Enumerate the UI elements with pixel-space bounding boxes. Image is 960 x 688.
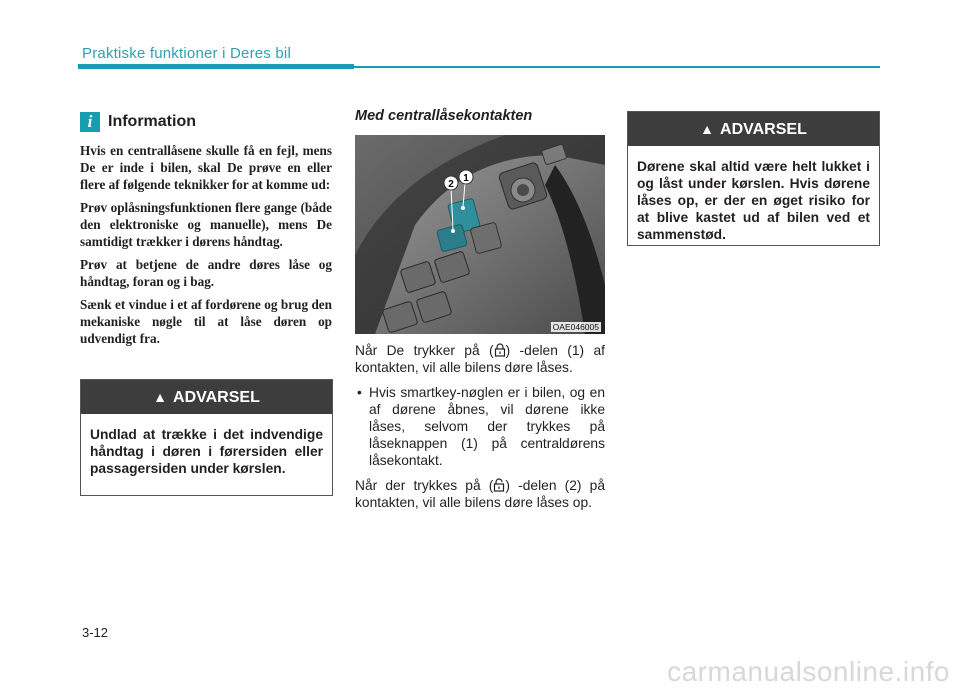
warning-text: Undlad at trække i det indvendige håndtag i døren i førersiden eller passagersiden under kørslen. xyxy=(90,427,323,476)
unlock-paragraph-end: ) -delen (2) på kontakten, vil alle bilens døre låses op. xyxy=(355,478,606,510)
warning-triangle-icon: ▲ xyxy=(700,121,715,137)
unlock-paragraph xyxy=(355,477,605,511)
subsection-title: Med centrallåsekontakten xyxy=(355,108,533,124)
warning-text: Dørene skal altid være helt lukket i og låst under kørslen. Hvis dørene låses op, er der en øget risiko for at blive kastet ud af bilen ved et sammenstød. xyxy=(637,159,870,242)
header-rule xyxy=(354,66,880,68)
callout-2: 2 xyxy=(448,179,454,190)
header-accent-bar xyxy=(78,64,354,69)
central-lock-column xyxy=(355,108,605,511)
photo-code: OAE046005 xyxy=(552,322,599,332)
door-switch-photo xyxy=(355,135,605,334)
lock-icon xyxy=(494,343,506,357)
warning-header xyxy=(628,112,879,146)
info-paragraph: Prøv at betjene de andre døres låse og håndtag, foran og i bag. xyxy=(80,257,332,289)
smartkey-note: • Hvis smartkey-nøglen er i bilen, og en af dørene åbnes, vil dørene ikke låses, selvom der trykkes på låseknappen (1) på centraldørens låsekontakt. xyxy=(355,384,605,469)
watermark: carmanualsonline.info xyxy=(667,656,950,687)
warning-triangle-icon: ▲ xyxy=(153,389,168,405)
unlock-icon xyxy=(493,478,505,492)
warning-box-right xyxy=(627,111,880,246)
info-paragraph: Prøv oplåsningsfunktionen flere gange (både den elektroniske og manuelle), mens De samtidigt trækker i dørens håndtag. xyxy=(80,200,332,249)
warning-title: ADVARSEL xyxy=(173,389,260,406)
door-panel-illustration xyxy=(355,135,605,334)
info-title: Information xyxy=(108,113,196,130)
info-column xyxy=(80,112,332,353)
callout-1: 1 xyxy=(463,173,469,184)
warning-box-left xyxy=(80,379,333,496)
page-number: 3-12 xyxy=(82,625,109,640)
lock-paragraph-start: Når De trykker på ( xyxy=(355,343,494,358)
info-icon: i xyxy=(80,112,100,132)
warning-title: ADVARSEL xyxy=(720,121,807,138)
lock-paragraph-end: ) -delen (1) af kontakten, vil alle bilens døre låses. xyxy=(355,343,605,375)
info-paragraph: Hvis en centrallåsene skulle få en fejl, mens De er inde i bilen, skal De prøve en eller flere af følgende teknikker for at komme ud: xyxy=(80,143,332,192)
section-title: Praktiske funktioner i Deres bil xyxy=(82,45,291,62)
info-heading xyxy=(80,112,332,132)
warning-header xyxy=(81,380,332,414)
info-paragraph: Sænk et vindue i et af fordørene og brug den mekaniske nøgle til at låse døren op udvendigt fra. xyxy=(80,297,332,346)
unlock-paragraph-start: Når der trykkes på ( xyxy=(355,478,494,493)
lock-paragraph xyxy=(355,342,605,376)
